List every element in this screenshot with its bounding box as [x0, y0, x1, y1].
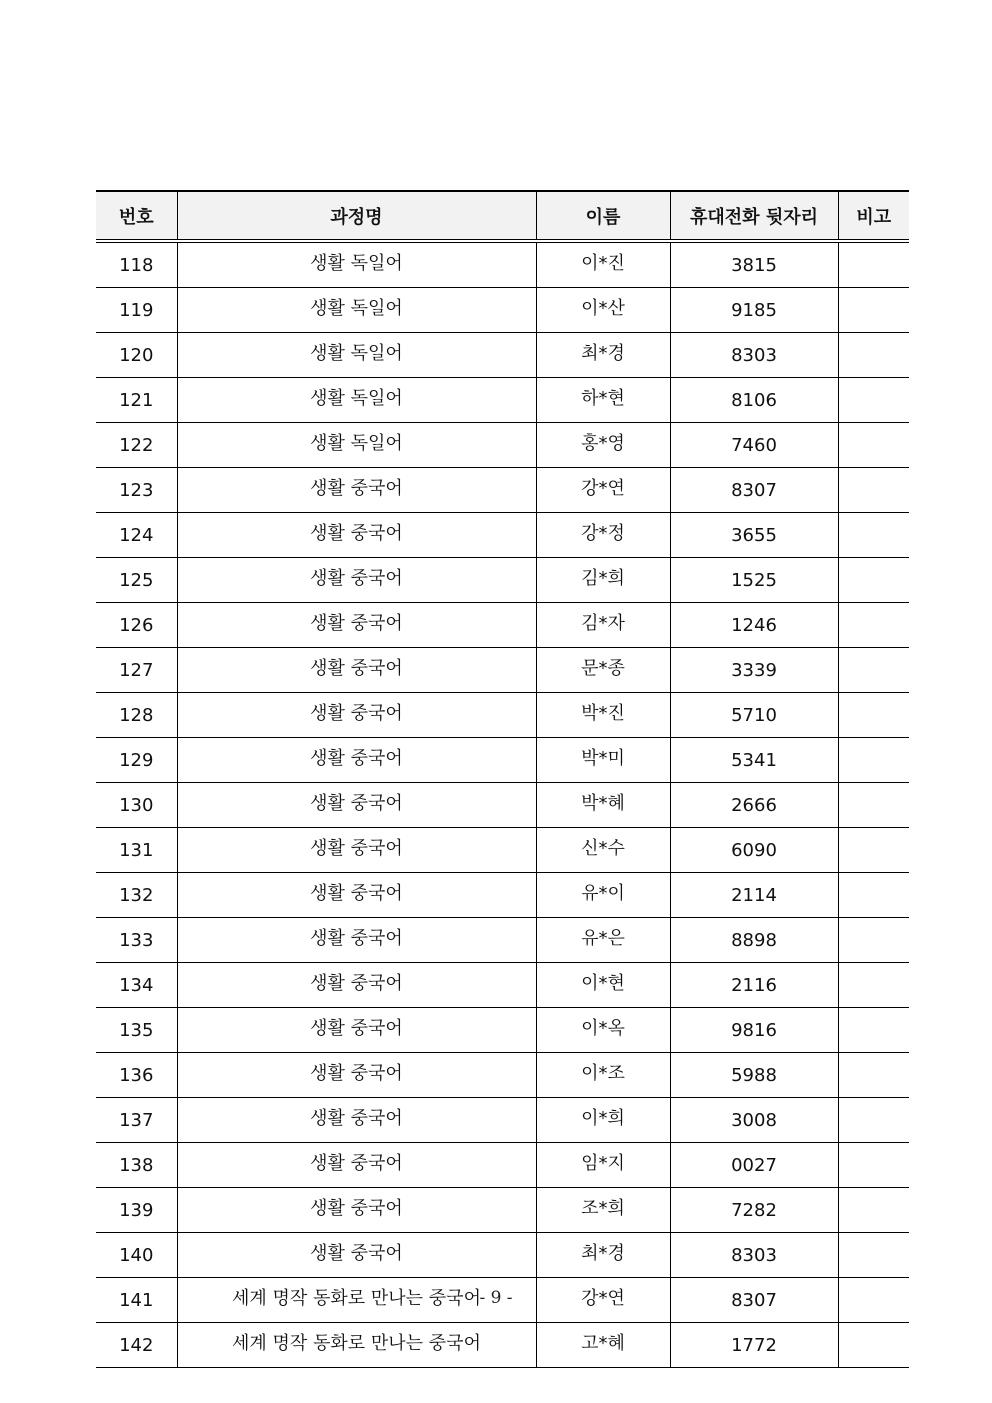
header-number: 번호 — [96, 191, 177, 241]
cell-course-name: 생활 중국어 — [177, 468, 536, 513]
cell-course-name: 세계 명작 동화로 만나는 중국어 — [177, 1278, 536, 1323]
cell-name: 이*옥 — [536, 1008, 670, 1053]
cell-name: 신*수 — [536, 828, 670, 873]
cell-course-name: 생활 중국어 — [177, 513, 536, 558]
cell-number: 140 — [96, 1233, 177, 1278]
cell-course-name: 생활 중국어 — [177, 1233, 536, 1278]
table-row — [96, 1188, 909, 1233]
cell-note — [838, 1053, 909, 1098]
header-row — [96, 191, 909, 241]
cell-course-name: 생활 중국어 — [177, 558, 536, 603]
table-row — [96, 1323, 909, 1368]
roster-table — [96, 190, 909, 1368]
table-row — [96, 1143, 909, 1188]
table-row — [96, 1053, 909, 1098]
cell-number: 135 — [96, 1008, 177, 1053]
cell-name: 이*진 — [536, 241, 670, 288]
cell-phone-last-digits: 1525 — [670, 558, 838, 603]
cell-phone-last-digits: 3339 — [670, 648, 838, 693]
cell-course-name: 생활 독일어 — [177, 378, 536, 423]
cell-number: 141 — [96, 1278, 177, 1323]
cell-note — [838, 828, 909, 873]
cell-name: 박*진 — [536, 693, 670, 738]
cell-course-name: 생활 독일어 — [177, 288, 536, 333]
cell-number: 120 — [96, 333, 177, 378]
table-row — [96, 1098, 909, 1143]
cell-course-name: 생활 중국어 — [177, 738, 536, 783]
cell-course-name: 생활 중국어 — [177, 873, 536, 918]
cell-phone-last-digits: 8307 — [670, 1278, 838, 1323]
cell-note — [838, 241, 909, 288]
cell-name: 최*경 — [536, 1233, 670, 1278]
cell-name: 강*연 — [536, 468, 670, 513]
table-row — [96, 918, 909, 963]
cell-note — [838, 693, 909, 738]
cell-course-name: 생활 중국어 — [177, 1188, 536, 1233]
cell-name: 이*조 — [536, 1053, 670, 1098]
cell-name: 이*산 — [536, 288, 670, 333]
cell-number: 134 — [96, 963, 177, 1008]
cell-note — [838, 558, 909, 603]
cell-note — [838, 513, 909, 558]
cell-name: 강*정 — [536, 513, 670, 558]
cell-course-name: 생활 중국어 — [177, 1008, 536, 1053]
cell-course-name: 세계 명작 동화로 만나는 중국어 — [177, 1323, 536, 1368]
table-row — [96, 558, 909, 603]
cell-note — [838, 1233, 909, 1278]
cell-phone-last-digits: 8303 — [670, 1233, 838, 1278]
cell-number: 128 — [96, 693, 177, 738]
cell-note — [838, 648, 909, 693]
table-row — [96, 738, 909, 783]
cell-course-name: 생활 독일어 — [177, 423, 536, 468]
cell-phone-last-digits: 2666 — [670, 783, 838, 828]
cell-course-name: 생활 중국어 — [177, 1143, 536, 1188]
cell-number: 119 — [96, 288, 177, 333]
table-body — [96, 241, 909, 1368]
cell-note — [838, 423, 909, 468]
cell-phone-last-digits: 5988 — [670, 1053, 838, 1098]
cell-number: 136 — [96, 1053, 177, 1098]
cell-phone-last-digits: 6090 — [670, 828, 838, 873]
cell-course-name: 생활 중국어 — [177, 603, 536, 648]
cell-note — [838, 333, 909, 378]
cell-number: 124 — [96, 513, 177, 558]
cell-phone-last-digits: 3815 — [670, 241, 838, 288]
cell-number: 137 — [96, 1098, 177, 1143]
cell-note — [838, 783, 909, 828]
table-row — [96, 828, 909, 873]
table-row — [96, 378, 909, 423]
cell-phone-last-digits: 2114 — [670, 873, 838, 918]
cell-note — [838, 1008, 909, 1053]
cell-note — [838, 288, 909, 333]
cell-phone-last-digits: 3655 — [670, 513, 838, 558]
table-row — [96, 873, 909, 918]
cell-number: 123 — [96, 468, 177, 513]
cell-course-name: 생활 중국어 — [177, 648, 536, 693]
cell-number: 130 — [96, 783, 177, 828]
cell-name: 하*현 — [536, 378, 670, 423]
table-row — [96, 423, 909, 468]
cell-note — [838, 603, 909, 648]
cell-name: 유*은 — [536, 918, 670, 963]
cell-phone-last-digits: 3008 — [670, 1098, 838, 1143]
cell-course-name: 생활 중국어 — [177, 693, 536, 738]
header-phone-last-digits: 휴대전화 뒷자리 — [670, 191, 838, 241]
table-row — [96, 963, 909, 1008]
cell-course-name: 생활 독일어 — [177, 333, 536, 378]
table-row — [96, 241, 909, 288]
cell-name: 박*혜 — [536, 783, 670, 828]
table-row — [96, 1233, 909, 1278]
cell-number: 131 — [96, 828, 177, 873]
cell-phone-last-digits: 7282 — [670, 1188, 838, 1233]
table-row — [96, 333, 909, 378]
table-row — [96, 468, 909, 513]
cell-phone-last-digits: 7460 — [670, 423, 838, 468]
cell-name: 임*지 — [536, 1143, 670, 1188]
table-row — [96, 513, 909, 558]
cell-note — [838, 873, 909, 918]
cell-note — [838, 1188, 909, 1233]
cell-number: 138 — [96, 1143, 177, 1188]
cell-number: 121 — [96, 378, 177, 423]
cell-phone-last-digits: 8303 — [670, 333, 838, 378]
cell-number: 126 — [96, 603, 177, 648]
cell-phone-last-digits: 5710 — [670, 693, 838, 738]
cell-number: 125 — [96, 558, 177, 603]
cell-number: 129 — [96, 738, 177, 783]
cell-phone-last-digits: 1772 — [670, 1323, 838, 1368]
cell-number: 133 — [96, 918, 177, 963]
cell-name: 고*혜 — [536, 1323, 670, 1368]
cell-name: 이*희 — [536, 1098, 670, 1143]
cell-course-name: 생활 중국어 — [177, 1098, 536, 1143]
cell-number: 127 — [96, 648, 177, 693]
cell-note — [838, 738, 909, 783]
cell-name: 문*종 — [536, 648, 670, 693]
cell-note — [838, 918, 909, 963]
cell-phone-last-digits: 1246 — [670, 603, 838, 648]
cell-note — [838, 378, 909, 423]
cell-course-name: 생활 중국어 — [177, 963, 536, 1008]
cell-number: 139 — [96, 1188, 177, 1233]
cell-name: 강*연 — [536, 1278, 670, 1323]
page-number: - 9 - — [479, 1288, 513, 1308]
cell-course-name: 생활 독일어 — [177, 241, 536, 288]
cell-course-name: 생활 중국어 — [177, 783, 536, 828]
cell-phone-last-digits: 2116 — [670, 963, 838, 1008]
cell-phone-last-digits: 9816 — [670, 1008, 838, 1053]
cell-name: 유*이 — [536, 873, 670, 918]
header-name: 이름 — [536, 191, 670, 241]
cell-phone-last-digits: 8898 — [670, 918, 838, 963]
cell-number: 132 — [96, 873, 177, 918]
cell-note — [838, 1098, 909, 1143]
cell-number: 118 — [96, 241, 177, 288]
cell-name: 김*자 — [536, 603, 670, 648]
cell-phone-last-digits: 5341 — [670, 738, 838, 783]
cell-phone-last-digits: 8307 — [670, 468, 838, 513]
table-row — [96, 648, 909, 693]
cell-name: 최*경 — [536, 333, 670, 378]
table-row — [96, 693, 909, 738]
cell-number: 122 — [96, 423, 177, 468]
cell-course-name: 생활 중국어 — [177, 918, 536, 963]
cell-name: 홍*영 — [536, 423, 670, 468]
cell-note — [838, 1323, 909, 1368]
table-row — [96, 783, 909, 828]
table-row — [96, 1008, 909, 1053]
cell-course-name: 생활 중국어 — [177, 1053, 536, 1098]
cell-name: 김*희 — [536, 558, 670, 603]
header-note: 비고 — [838, 191, 909, 241]
table-header — [96, 191, 909, 241]
cell-phone-last-digits: 0027 — [670, 1143, 838, 1188]
cell-note — [838, 468, 909, 513]
cell-number: 142 — [96, 1323, 177, 1368]
cell-phone-last-digits: 9185 — [670, 288, 838, 333]
cell-name: 조*희 — [536, 1188, 670, 1233]
header-course-name: 과정명 — [177, 191, 536, 241]
cell-name: 이*현 — [536, 963, 670, 1008]
cell-note — [838, 1143, 909, 1188]
cell-course-name: 생활 중국어 — [177, 828, 536, 873]
table-row — [96, 288, 909, 333]
cell-name: 박*미 — [536, 738, 670, 783]
table-row — [96, 603, 909, 648]
cell-phone-last-digits: 8106 — [670, 378, 838, 423]
cell-note — [838, 963, 909, 1008]
